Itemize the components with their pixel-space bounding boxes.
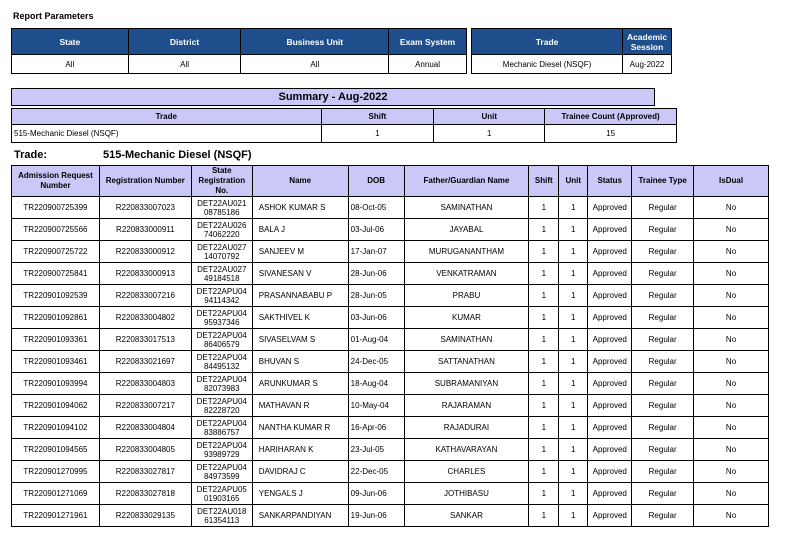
cell-dob: 28-Jun-06: [348, 263, 404, 285]
cell-status: Approved: [588, 483, 632, 505]
summary-header-trainee-count: Trainee Count (Approved): [545, 109, 677, 125]
cell-unit: 1: [559, 241, 588, 263]
table-row: [12, 329, 769, 351]
cell-isdual: No: [694, 329, 769, 351]
cell-dob: 22-Dec-05: [348, 461, 404, 483]
col-admission-request-number: Admission Request Number: [12, 166, 100, 197]
param-value-academic-session: Aug-2022: [623, 55, 672, 74]
cell-isdual: No: [694, 219, 769, 241]
cell-state-registration-no: DET22AU027 49184518: [191, 263, 252, 285]
cell-registration-number: R220833000912: [99, 241, 191, 263]
cell-name: SIVASELVAM S: [252, 329, 348, 351]
cell-trainee-type: Regular: [632, 351, 694, 373]
cell-unit: 1: [559, 197, 588, 219]
cell-admission-request-number: TR220900725566: [12, 219, 100, 241]
table-row: [12, 505, 769, 527]
cell-admission-request-number: TR220900725722: [12, 241, 100, 263]
trade-label: Trade:: [14, 149, 48, 161]
cell-shift: 1: [529, 373, 559, 395]
cell-trainee-type: Regular: [632, 439, 694, 461]
cell-trainee-type: Regular: [632, 263, 694, 285]
cell-admission-request-number: TR220901092539: [12, 285, 100, 307]
cell-isdual: No: [694, 241, 769, 263]
col-registration-number: Registration Number: [99, 166, 191, 197]
cell-name: DAVIDRAJ C: [252, 461, 348, 483]
cell-unit: 1: [559, 351, 588, 373]
cell-status: Approved: [588, 461, 632, 483]
cell-shift: 1: [529, 241, 559, 263]
cell-state-registration-no: DET22APU04 82073983: [191, 373, 252, 395]
param-header-trade: Trade: [472, 29, 623, 55]
cell-shift: 1: [529, 197, 559, 219]
cell-isdual: No: [694, 373, 769, 395]
param-value-exam-system: Annual: [389, 55, 467, 74]
cell-state-registration-no: DET22APU04 86406579: [191, 329, 252, 351]
table-row: [12, 395, 769, 417]
cell-unit: 1: [559, 219, 588, 241]
cell-name: MATHAVAN R: [252, 395, 348, 417]
summary-trade: 515-Mechanic Diesel (NSQF): [12, 125, 322, 143]
table-header-row: [12, 166, 769, 197]
cell-status: Approved: [588, 351, 632, 373]
cell-father-guardian-name: KATHAVARAYAN: [404, 439, 529, 461]
cell-trainee-type: Regular: [632, 373, 694, 395]
cell-shift: 1: [529, 351, 559, 373]
cell-unit: 1: [559, 285, 588, 307]
cell-father-guardian-name: SANKAR: [404, 505, 529, 527]
cell-father-guardian-name: CHARLES: [404, 461, 529, 483]
cell-admission-request-number: TR220901271069: [12, 483, 100, 505]
table-row: [12, 483, 769, 505]
cell-dob: 23-Jul-05: [348, 439, 404, 461]
param-value-trade: Mechanic Diesel (NSQF): [472, 55, 623, 74]
cell-isdual: No: [694, 197, 769, 219]
cell-registration-number: R220833027818: [99, 483, 191, 505]
cell-name: SANKARPANDIYAN: [252, 505, 348, 527]
table-row: [12, 241, 769, 263]
cell-trainee-type: Regular: [632, 329, 694, 351]
cell-isdual: No: [694, 263, 769, 285]
cell-trainee-type: Regular: [632, 505, 694, 527]
cell-status: Approved: [588, 395, 632, 417]
cell-state-registration-no: DET22APU04 83886757: [191, 417, 252, 439]
cell-shift: 1: [529, 219, 559, 241]
cell-isdual: No: [694, 307, 769, 329]
cell-dob: 19-Jun-06: [348, 505, 404, 527]
cell-unit: 1: [559, 329, 588, 351]
cell-status: Approved: [588, 263, 632, 285]
cell-name: BHUVAN S: [252, 351, 348, 373]
cell-admission-request-number: TR220901093361: [12, 329, 100, 351]
cell-father-guardian-name: SATTANATHAN: [404, 351, 529, 373]
parameters-table-trade: [471, 28, 672, 74]
cell-name: ARUNKUMAR S: [252, 373, 348, 395]
cell-trainee-type: Regular: [632, 461, 694, 483]
cell-trainee-type: Regular: [632, 483, 694, 505]
report-parameters-title: Report Parameters: [13, 11, 94, 21]
table-row: [12, 219, 769, 241]
cell-admission-request-number: TR220901093994: [12, 373, 100, 395]
cell-status: Approved: [588, 329, 632, 351]
cell-state-registration-no: DET22APU04 84973599: [191, 461, 252, 483]
cell-registration-number: R220833017513: [99, 329, 191, 351]
summary-header-trade: Trade: [12, 109, 322, 125]
col-isdual: IsDual: [694, 166, 769, 197]
cell-registration-number: R220833004805: [99, 439, 191, 461]
cell-father-guardian-name: SAMINATHAN: [404, 197, 529, 219]
table-row: [12, 417, 769, 439]
param-value-district: All: [128, 55, 241, 74]
cell-trainee-type: Regular: [632, 417, 694, 439]
cell-isdual: No: [694, 505, 769, 527]
summary-header-unit: Unit: [434, 109, 545, 125]
col-shift: Shift: [529, 166, 559, 197]
summary-header-shift: Shift: [321, 109, 434, 125]
cell-isdual: No: [694, 439, 769, 461]
cell-dob: 03-Jul-06: [348, 219, 404, 241]
param-header-exam-system: Exam System: [389, 29, 467, 55]
cell-name: PRASANNABABU P: [252, 285, 348, 307]
cell-shift: 1: [529, 307, 559, 329]
cell-state-registration-no: DET22APU04 84495132: [191, 351, 252, 373]
cell-unit: 1: [559, 461, 588, 483]
cell-trainee-type: Regular: [632, 219, 694, 241]
cell-unit: 1: [559, 263, 588, 285]
cell-isdual: No: [694, 461, 769, 483]
cell-trainee-type: Regular: [632, 197, 694, 219]
cell-status: Approved: [588, 417, 632, 439]
cell-name: ASHOK KUMAR S: [252, 197, 348, 219]
cell-registration-number: R220833027817: [99, 461, 191, 483]
cell-registration-number: R220833000913: [99, 263, 191, 285]
cell-admission-request-number: TR220901092861: [12, 307, 100, 329]
cell-state-registration-no: DET22APU04 93989729: [191, 439, 252, 461]
cell-shift: 1: [529, 439, 559, 461]
cell-father-guardian-name: MURUGANANTHAM: [404, 241, 529, 263]
cell-father-guardian-name: JAYABAL: [404, 219, 529, 241]
cell-unit: 1: [559, 439, 588, 461]
cell-admission-request-number: TR220901270995: [12, 461, 100, 483]
cell-isdual: No: [694, 351, 769, 373]
cell-dob: 24-Dec-05: [348, 351, 404, 373]
col-state-registration-no: State Registration No.: [191, 166, 252, 197]
cell-unit: 1: [559, 307, 588, 329]
cell-isdual: No: [694, 395, 769, 417]
cell-name: BALA J: [252, 219, 348, 241]
cell-admission-request-number: TR220901094062: [12, 395, 100, 417]
col-unit: Unit: [559, 166, 588, 197]
cell-state-registration-no: DET22AU018 61354113: [191, 505, 252, 527]
cell-father-guardian-name: KUMAR: [404, 307, 529, 329]
summary-unit: 1: [434, 125, 545, 143]
cell-trainee-type: Regular: [632, 395, 694, 417]
cell-father-guardian-name: RAJARAMAN: [404, 395, 529, 417]
cell-status: Approved: [588, 439, 632, 461]
col-status: Status: [588, 166, 632, 197]
cell-unit: 1: [559, 373, 588, 395]
cell-dob: 08-Oct-05: [348, 197, 404, 219]
cell-status: Approved: [588, 197, 632, 219]
cell-admission-request-number: TR220901094565: [12, 439, 100, 461]
summary-shift: 1: [321, 125, 434, 143]
cell-registration-number: R220833021697: [99, 351, 191, 373]
col-dob: DOB: [348, 166, 404, 197]
cell-father-guardian-name: JOTHIBASU: [404, 483, 529, 505]
cell-father-guardian-name: PRABU: [404, 285, 529, 307]
cell-shift: 1: [529, 461, 559, 483]
col-name: Name: [252, 166, 348, 197]
cell-shift: 1: [529, 417, 559, 439]
cell-dob: 17-Jan-07: [348, 241, 404, 263]
cell-isdual: No: [694, 285, 769, 307]
cell-status: Approved: [588, 307, 632, 329]
cell-isdual: No: [694, 417, 769, 439]
cell-status: Approved: [588, 219, 632, 241]
cell-admission-request-number: TR220900725841: [12, 263, 100, 285]
summary-title: Summary - Aug-2022: [11, 88, 655, 106]
cell-registration-number: R220833007023: [99, 197, 191, 219]
cell-shift: 1: [529, 329, 559, 351]
cell-name: SANJEEV M: [252, 241, 348, 263]
cell-status: Approved: [588, 285, 632, 307]
param-value-state: All: [12, 55, 129, 74]
cell-admission-request-number: TR220901094102: [12, 417, 100, 439]
table-row: [12, 307, 769, 329]
cell-shift: 1: [529, 505, 559, 527]
cell-trainee-type: Regular: [632, 285, 694, 307]
cell-name: SIVANESAN V: [252, 263, 348, 285]
cell-state-registration-no: DET22APU04 95937346: [191, 307, 252, 329]
cell-isdual: No: [694, 483, 769, 505]
cell-name: NANTHA KUMAR R: [252, 417, 348, 439]
table-row: [12, 351, 769, 373]
parameters-table: [11, 28, 467, 74]
col-trainee-type: Trainee Type: [632, 166, 694, 197]
cell-unit: 1: [559, 483, 588, 505]
cell-name: HARIHARAN K: [252, 439, 348, 461]
cell-father-guardian-name: SUBRAMANIYAN: [404, 373, 529, 395]
table-row: [12, 461, 769, 483]
param-header-business-unit: Business Unit: [241, 29, 389, 55]
cell-dob: 16-Apr-06: [348, 417, 404, 439]
trade-value: 515-Mechanic Diesel (NSQF): [103, 149, 252, 161]
cell-unit: 1: [559, 505, 588, 527]
cell-unit: 1: [559, 417, 588, 439]
param-header-academic-session: Academic Session: [623, 29, 672, 55]
summary-trainee-count: 15: [545, 125, 677, 143]
param-value-business-unit: All: [241, 55, 389, 74]
cell-status: Approved: [588, 373, 632, 395]
cell-dob: 01-Aug-04: [348, 329, 404, 351]
cell-status: Approved: [588, 505, 632, 527]
param-header-district: District: [128, 29, 241, 55]
cell-admission-request-number: TR220901271961: [12, 505, 100, 527]
summary-table: [11, 108, 677, 143]
cell-state-registration-no: DET22AU027 14070792: [191, 241, 252, 263]
cell-registration-number: R220833004803: [99, 373, 191, 395]
cell-state-registration-no: DET22APU05 01903165: [191, 483, 252, 505]
table-row: [12, 439, 769, 461]
cell-dob: 10-May-04: [348, 395, 404, 417]
cell-state-registration-no: DET22AU021 08785186: [191, 197, 252, 219]
cell-shift: 1: [529, 395, 559, 417]
cell-status: Approved: [588, 241, 632, 263]
cell-admission-request-number: TR220900725399: [12, 197, 100, 219]
cell-father-guardian-name: RAJADURAI: [404, 417, 529, 439]
cell-registration-number: R220833004802: [99, 307, 191, 329]
cell-unit: 1: [559, 395, 588, 417]
table-row: [12, 285, 769, 307]
cell-state-registration-no: DET22APU04 82228720: [191, 395, 252, 417]
cell-registration-number: R220833000911: [99, 219, 191, 241]
cell-shift: 1: [529, 263, 559, 285]
cell-registration-number: R220833007217: [99, 395, 191, 417]
cell-shift: 1: [529, 483, 559, 505]
trainee-table: [11, 165, 769, 527]
cell-dob: 28-Jun-05: [348, 285, 404, 307]
cell-registration-number: R220833029135: [99, 505, 191, 527]
col-father-guardian-name: Father/Guardian Name: [404, 166, 529, 197]
cell-name: SAKTHIVEL K: [252, 307, 348, 329]
cell-dob: 03-Jun-06: [348, 307, 404, 329]
cell-father-guardian-name: VENKATRAMAN: [404, 263, 529, 285]
cell-registration-number: R220833007216: [99, 285, 191, 307]
table-row: [12, 263, 769, 285]
cell-state-registration-no: DET22APU04 94114342: [191, 285, 252, 307]
cell-dob: 09-Jun-06: [348, 483, 404, 505]
table-row: [12, 197, 769, 219]
cell-dob: 18-Aug-04: [348, 373, 404, 395]
cell-registration-number: R220833004804: [99, 417, 191, 439]
cell-father-guardian-name: SAMINATHAN: [404, 329, 529, 351]
cell-trainee-type: Regular: [632, 241, 694, 263]
cell-trainee-type: Regular: [632, 307, 694, 329]
param-header-state: State: [12, 29, 129, 55]
cell-shift: 1: [529, 285, 559, 307]
table-row: [12, 373, 769, 395]
cell-state-registration-no: DET22AU026 74062220: [191, 219, 252, 241]
cell-name: YENGALS J: [252, 483, 348, 505]
cell-admission-request-number: TR220901093461: [12, 351, 100, 373]
